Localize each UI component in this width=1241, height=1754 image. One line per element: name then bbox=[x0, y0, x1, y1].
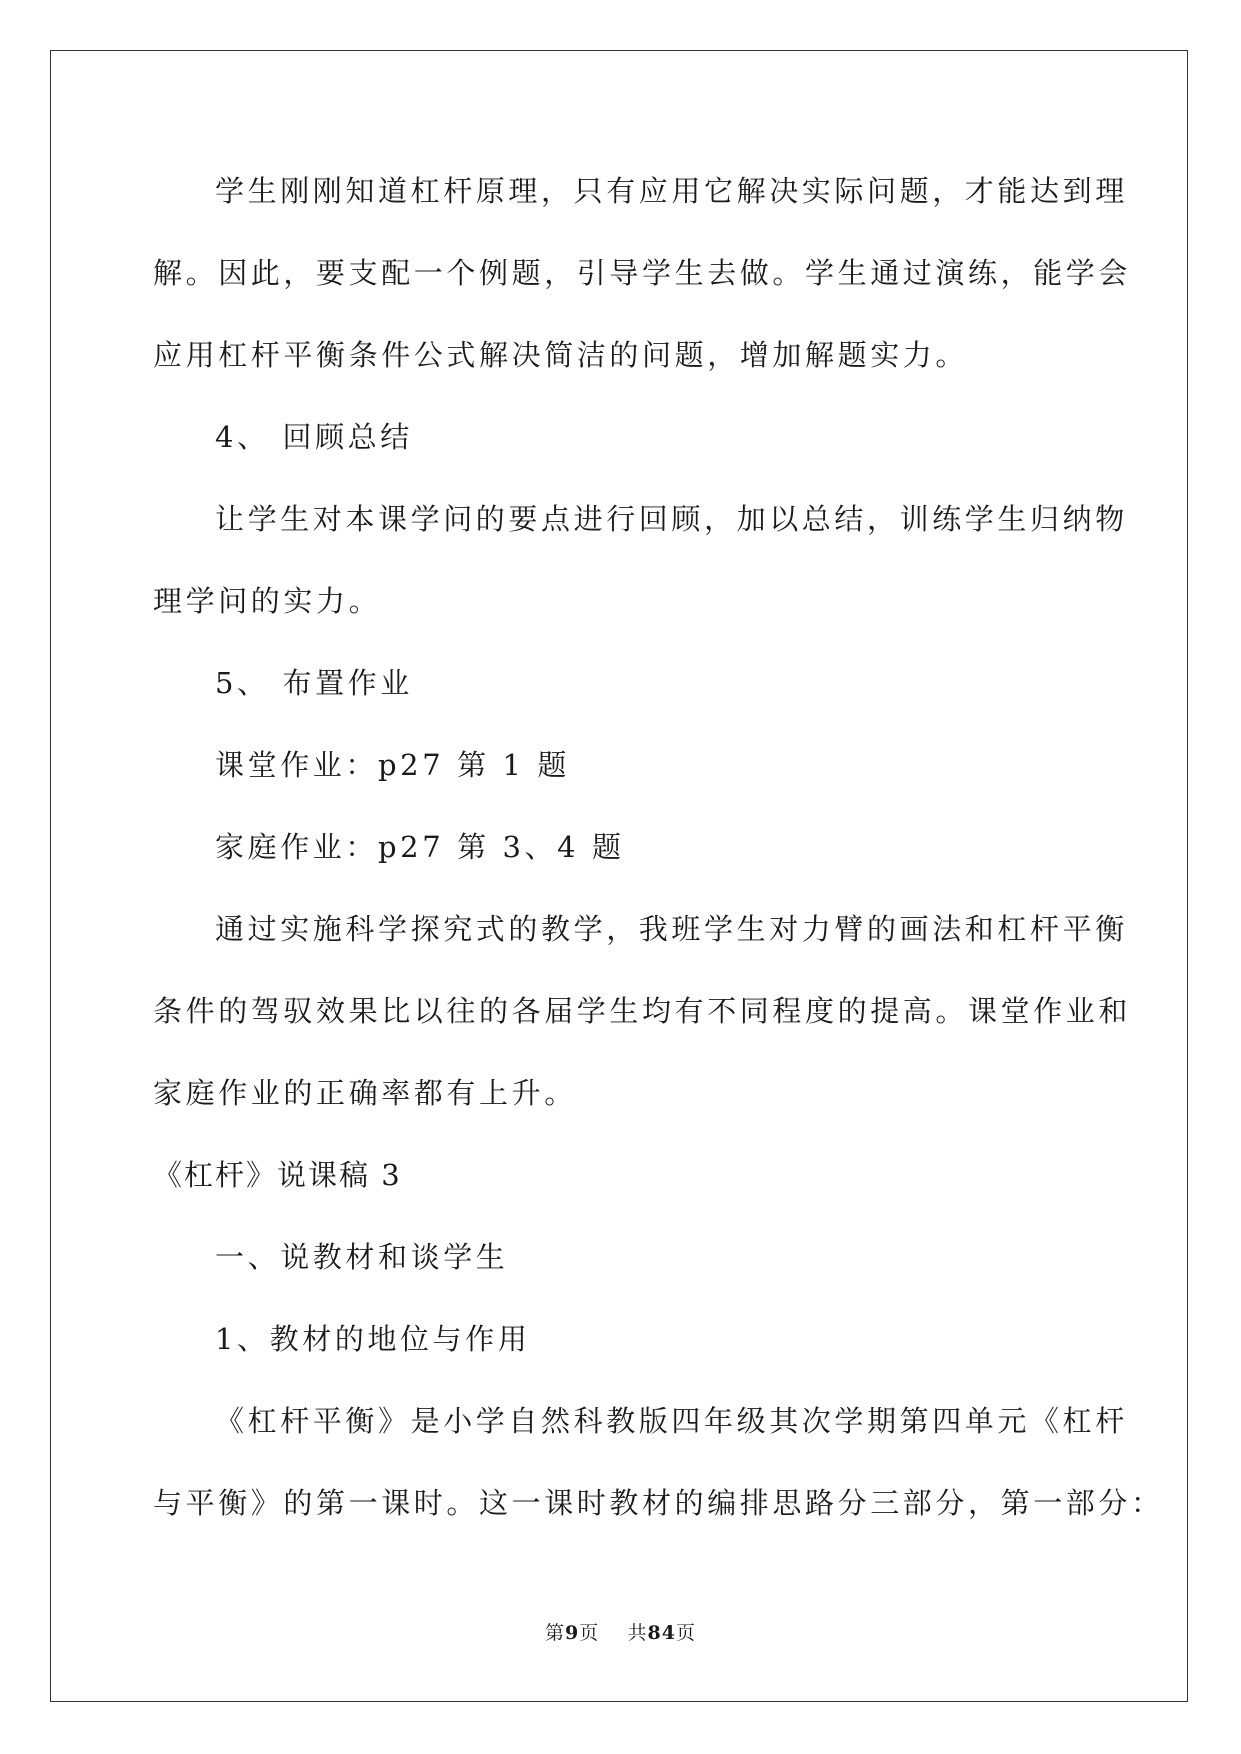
paragraph-line: 理学问的实力。 bbox=[153, 584, 382, 618]
section-heading: 1、教材的地位与作用 bbox=[215, 1322, 531, 1356]
paragraph-line: 解。因此，要支配一个例题，引导学生去做。学生通过演练，能学会 bbox=[153, 256, 1132, 290]
paragraph-line: 与平衡》的第一课时。这一课时教材的编排思路分三部分，第一部分： bbox=[153, 1486, 1164, 1520]
page-number: 9 bbox=[565, 1622, 580, 1644]
footer-total-prefix: 共 bbox=[627, 1622, 648, 1644]
paragraph-line: 应用杠杆平衡条件公式解决简洁的问题，增加解题实力。 bbox=[153, 338, 969, 372]
paragraph-line: 《杠杆平衡》是小学自然科教版四年级其次学期第四单元《杠杆 bbox=[215, 1404, 1128, 1438]
footer-page-suffix: 页 bbox=[579, 1622, 600, 1644]
section-heading: 5、 布置作业 bbox=[215, 666, 413, 700]
footer-total-suffix: 页 bbox=[675, 1622, 696, 1644]
paragraph-line: 通过实施科学探究式的教学，我班学生对力臂的画法和杠杆平衡 bbox=[215, 912, 1128, 946]
paragraph-line: 条件的驾驭效果比以往的各届学生均有不同程度的提高。课堂作业和 bbox=[153, 994, 1132, 1028]
footer-prefix: 第 bbox=[545, 1622, 566, 1644]
paragraph-line: 学生刚刚知道杠杆原理，只有应用它解决实际问题，才能达到理 bbox=[215, 174, 1128, 208]
paragraph-line: 家庭作业的正确率都有上升。 bbox=[153, 1076, 577, 1110]
homework-item: 家庭作业：p27 第 3、4 题 bbox=[215, 830, 625, 864]
paragraph-line: 让学生对本课学问的要点进行回顾，加以总结，训练学生归纳物 bbox=[215, 502, 1128, 536]
document-body bbox=[153, 150, 1164, 1544]
page-footer bbox=[0, 1618, 1241, 1645]
section-heading: 一、说教材和谈学生 bbox=[215, 1240, 509, 1274]
document-title: 《杠杆》说课稿 3 bbox=[153, 1158, 402, 1192]
total-pages: 84 bbox=[647, 1622, 676, 1644]
homework-item: 课堂作业：p27 第 1 题 bbox=[215, 748, 570, 782]
section-heading: 4、 回顾总结 bbox=[215, 420, 413, 454]
